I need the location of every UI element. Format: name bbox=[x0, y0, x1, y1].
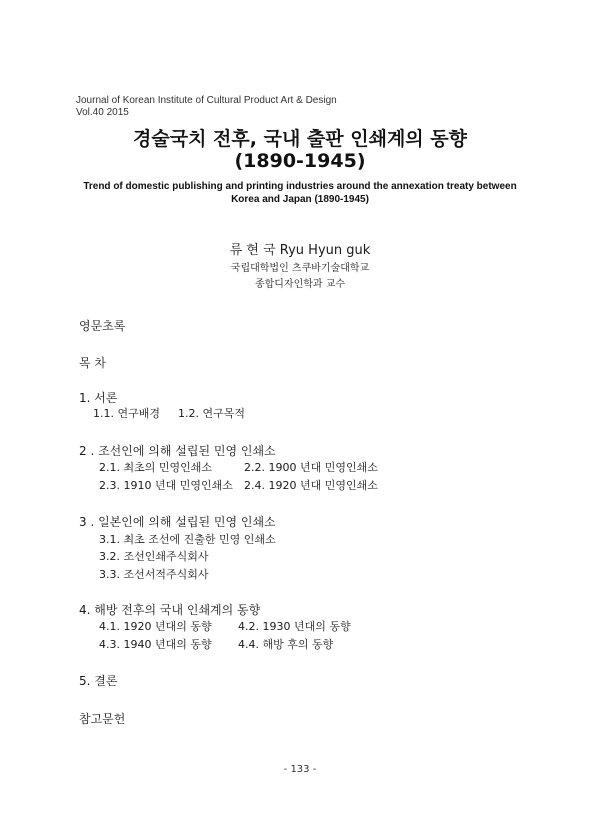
toc-item-2-3: 2.3. 1910 년대 민영인쇄소 bbox=[99, 479, 233, 492]
toc-item-3-3: 3.3. 조선서적주식회사 bbox=[99, 568, 209, 581]
toc-item-4-1: 4.1. 1920 년대의 동향 bbox=[99, 620, 212, 633]
abstract-heading: 영문초록 bbox=[79, 319, 126, 333]
toc-section-2-title: 2 . 조선인에 의해 설립된 민영 인쇄소 bbox=[79, 444, 276, 458]
journal-volume: Vol.40 2015 bbox=[76, 107, 129, 118]
toc-item-4-4: 4.4. 해방 후의 동향 bbox=[238, 638, 334, 651]
toc-item-2-4: 2.4. 1920 년대 민영인쇄소 bbox=[244, 479, 378, 492]
toc-item-4-3: 4.3. 1940 년대의 동향 bbox=[99, 638, 212, 651]
title-english-line1: Trend of domestic publishing and printing industries around the annexation treaty between bbox=[83, 181, 517, 192]
title-years: (1890-1945) bbox=[234, 150, 366, 172]
toc-item-2-2: 2.2. 1900 년대 민영인쇄소 bbox=[244, 461, 378, 474]
toc-item-4-2: 4.2. 1930 년대의 동향 bbox=[238, 620, 351, 633]
author-affiliation-1: 국립대학법인 츠쿠바기술대학교 bbox=[230, 263, 370, 274]
toc-item-1-2: 1.2. 연구목적 bbox=[178, 407, 245, 420]
toc-section-5-title: 5. 결론 bbox=[79, 674, 118, 688]
references-heading: 참고문헌 bbox=[79, 712, 126, 726]
toc-section-4-title: 4. 해방 전후의 국내 인쇄계의 동향 bbox=[79, 603, 261, 617]
journal-name: Journal of Korean Institute of Cultural Product Art & Design bbox=[76, 95, 337, 106]
toc-section-1-title: 1. 서론 bbox=[79, 391, 118, 405]
title-korean: 경술국치 전후, 국내 출판 인쇄계의 동향 bbox=[133, 128, 467, 150]
toc-heading: 목 차 bbox=[79, 356, 106, 370]
author-affiliation-2: 종합디자인학과 교수 bbox=[254, 279, 346, 290]
title-english-line2: Korea and Japan (1890-1945) bbox=[231, 194, 369, 205]
page-number: - 133 - bbox=[283, 764, 317, 775]
toc-item-1-1: 1.1. 연구배경 bbox=[93, 407, 160, 420]
toc-item-3-2: 3.2. 조선인쇄주식회사 bbox=[99, 550, 209, 563]
toc-item-3-1: 3.1. 최초 조선에 진출한 민영 인쇄소 bbox=[99, 533, 276, 546]
toc-item-2-1: 2.1. 최초의 민영인쇄소 bbox=[99, 461, 212, 474]
author-name: 류 현 국 Ryu Hyun guk bbox=[229, 243, 371, 258]
toc-section-3-title: 3 . 일본인에 의해 설립된 민영 인쇄소 bbox=[79, 515, 276, 529]
